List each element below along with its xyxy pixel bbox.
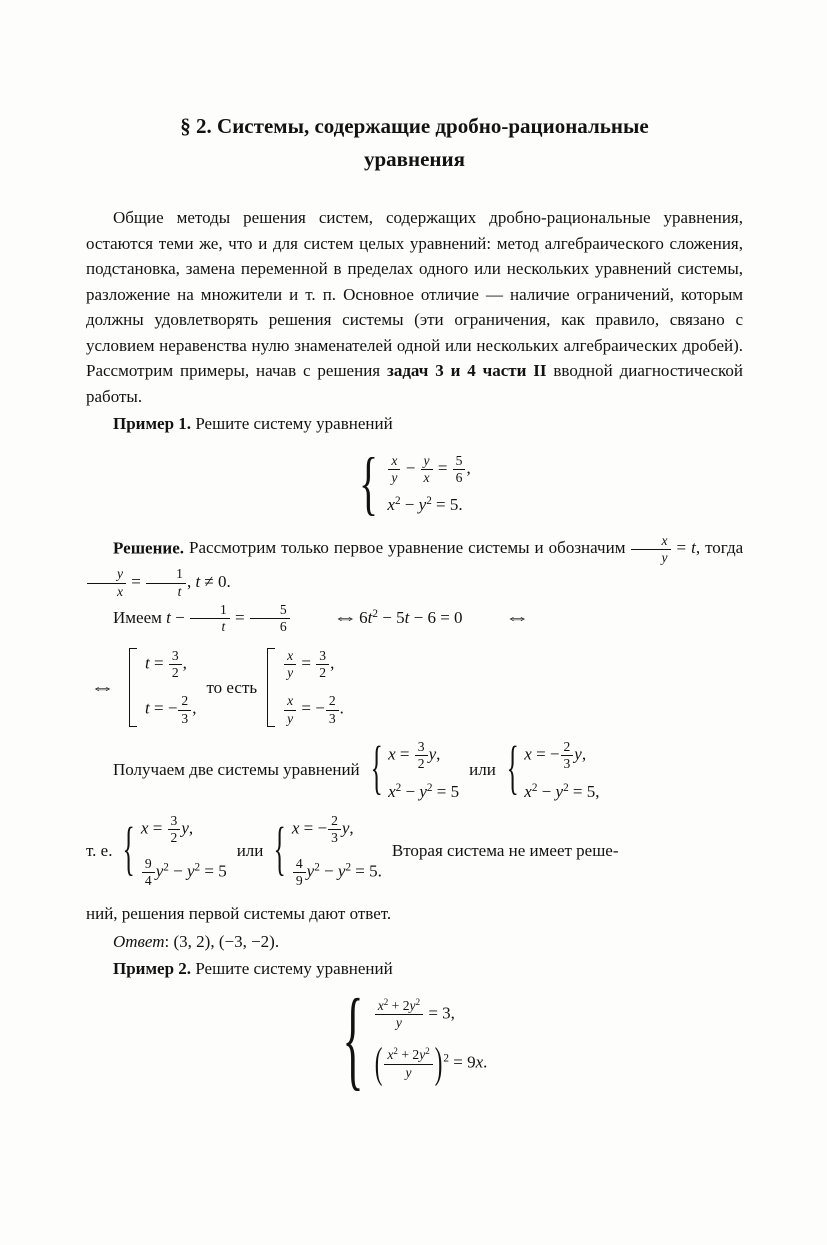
answer-label: Ответ bbox=[113, 931, 165, 951]
section-title bbox=[86, 110, 743, 175]
system-4 bbox=[273, 813, 382, 889]
solution-label: Решение. bbox=[113, 538, 184, 558]
example2-system bbox=[86, 975, 743, 1101]
two-systems-line bbox=[86, 736, 743, 802]
equation-row: $\frac{x}{y}$ − $\frac{y}{x}$ = $\frac{5}{6}$ , bbox=[387, 453, 470, 487]
left-curly-brace: { bbox=[359, 443, 379, 523]
equation-row: $x^2 - y^2 = 5$. bbox=[387, 495, 463, 515]
cases-connector: то есть bbox=[206, 677, 258, 697]
equation-row: $\frac{9}{4}$ $y^2 - y^2 = 5$ bbox=[141, 856, 227, 890]
case-row: $\frac{x}{y}$ = $\frac{3}{2}$ , bbox=[283, 648, 334, 682]
equation-rows bbox=[374, 996, 488, 1087]
example1-heading bbox=[86, 411, 743, 437]
cases-rows bbox=[145, 648, 196, 727]
equation-row: x = − $\frac{2}{3}$ y, bbox=[291, 813, 354, 846]
case-row: t = $\frac{3}{2}$ , bbox=[145, 647, 187, 680]
cases-rows bbox=[283, 648, 344, 727]
solution-paragraph bbox=[86, 533, 743, 600]
left-curly-brace: { bbox=[506, 736, 519, 802]
example2-intro-text: Решите систему уравнений bbox=[195, 959, 393, 979]
left-curly-brace: { bbox=[123, 817, 136, 883]
intro-paragraph bbox=[86, 205, 743, 409]
cases-right bbox=[267, 648, 344, 727]
intro-bold-reference: задач 3 и 4 части II bbox=[387, 361, 547, 381]
left-curly-brace: { bbox=[370, 736, 383, 802]
equation-rows bbox=[292, 813, 382, 889]
example2-heading bbox=[86, 956, 743, 982]
two-systems-lead: Получаем две системы уравнений bbox=[113, 760, 360, 780]
or-connector: или bbox=[236, 841, 264, 861]
example1-label: Пример 1. bbox=[113, 414, 192, 434]
equation-rows bbox=[141, 813, 227, 889]
cases-left bbox=[129, 648, 196, 727]
equivalence-arrow: ⇔ bbox=[89, 677, 116, 697]
example1-intro-text: Решите систему уравнений bbox=[195, 414, 393, 434]
equation-row: $\frac{4}{9}$ $y^2 - y^2 = 5$. bbox=[292, 856, 382, 890]
answer-value: : (3, 2), (−3, −2). bbox=[164, 931, 280, 951]
solution-text: Рассмотрим только первое уравнение системы и обозначим $\frac{x}{y}$ = t, тогда $\frac{y}{x}$ = $\frac{1}{t}$ , t ≠ 0. bbox=[86, 538, 743, 591]
have-line bbox=[86, 602, 743, 636]
equation-system bbox=[342, 975, 488, 1101]
cases-line bbox=[86, 648, 743, 727]
equation-rows bbox=[387, 453, 470, 515]
left-curly-brace: { bbox=[342, 975, 364, 1101]
case-row: $\frac{x}{y}$ = − $\frac{2}{3}$ . bbox=[283, 693, 344, 727]
equation-row: x = $\frac{3}{2}$ y, bbox=[140, 813, 194, 846]
have-line-math: Имеем t − $\frac{1}{t}$ = $\frac{5}{6}$ ⇔ $6t^2 - 5t - 6 = 0$ ⇔ bbox=[113, 602, 530, 635]
ie-label: т. е. bbox=[86, 841, 113, 861]
conclusion-text-part2 bbox=[86, 901, 743, 927]
equation-row: $x^2 - y^2 = 5$ bbox=[388, 781, 460, 801]
left-square-bracket bbox=[129, 648, 137, 727]
case-row: t = − $\frac{2}{3}$ , bbox=[145, 693, 197, 726]
equation-row: x = − $\frac{2}{3}$ y, bbox=[524, 738, 587, 772]
equation-system bbox=[358, 443, 471, 523]
equation-row: $x^2 - y^2 = 5$, bbox=[524, 781, 600, 801]
answer-line bbox=[86, 929, 743, 955]
left-square-bracket bbox=[267, 648, 275, 727]
or-connector: или bbox=[469, 760, 496, 780]
section-title-line2: уравнения bbox=[363, 146, 465, 171]
equation-row: $\frac{x^2 + 2y^2}{y}$ = 3, bbox=[374, 998, 455, 1032]
equation-rows bbox=[388, 739, 459, 801]
system-2 bbox=[506, 736, 600, 802]
example1-system bbox=[86, 443, 743, 523]
example2-label: Пример 2. bbox=[113, 959, 192, 979]
section-title-line1: § 2. Системы, содержащие дробно-рациональные bbox=[180, 114, 649, 138]
equation-row: x = $\frac{3}{2}$ y, bbox=[388, 738, 441, 772]
conclusion-text-part1: Вторая система не имеет реше- bbox=[391, 841, 619, 861]
system-3 bbox=[122, 813, 226, 889]
system-1 bbox=[370, 736, 460, 802]
ie-systems-line bbox=[86, 813, 743, 889]
intro-text-before: Общие методы решения систем, содержащих дробно-рациональные уравнения, остаются теми же, что и для систем целых уравнений: метод алгебраического сложения, подстановка, замена переменной в пределах одного или нескольких уравнений системы, разложение на множители и т. п. Основное отличие — наличие ограничений, которым должны удовлетворять решения системы (эти ограничения, как правило, связано с условием неравенства нулю знаменателей одной или нескольких алгебраических дробей). Рассмотрим примеры, начав с решения bbox=[86, 208, 743, 381]
equation-row: ( $\frac{x^2 + 2y^2}{y}$ )$^2$ = 9x. bbox=[374, 1038, 488, 1087]
left-curly-brace: { bbox=[274, 817, 287, 883]
conclusion-continuation: ний, решения первой системы дают ответ. bbox=[86, 904, 392, 924]
intro-text-after: вводной диагностической работы. bbox=[86, 361, 743, 406]
equation-rows bbox=[524, 739, 599, 801]
